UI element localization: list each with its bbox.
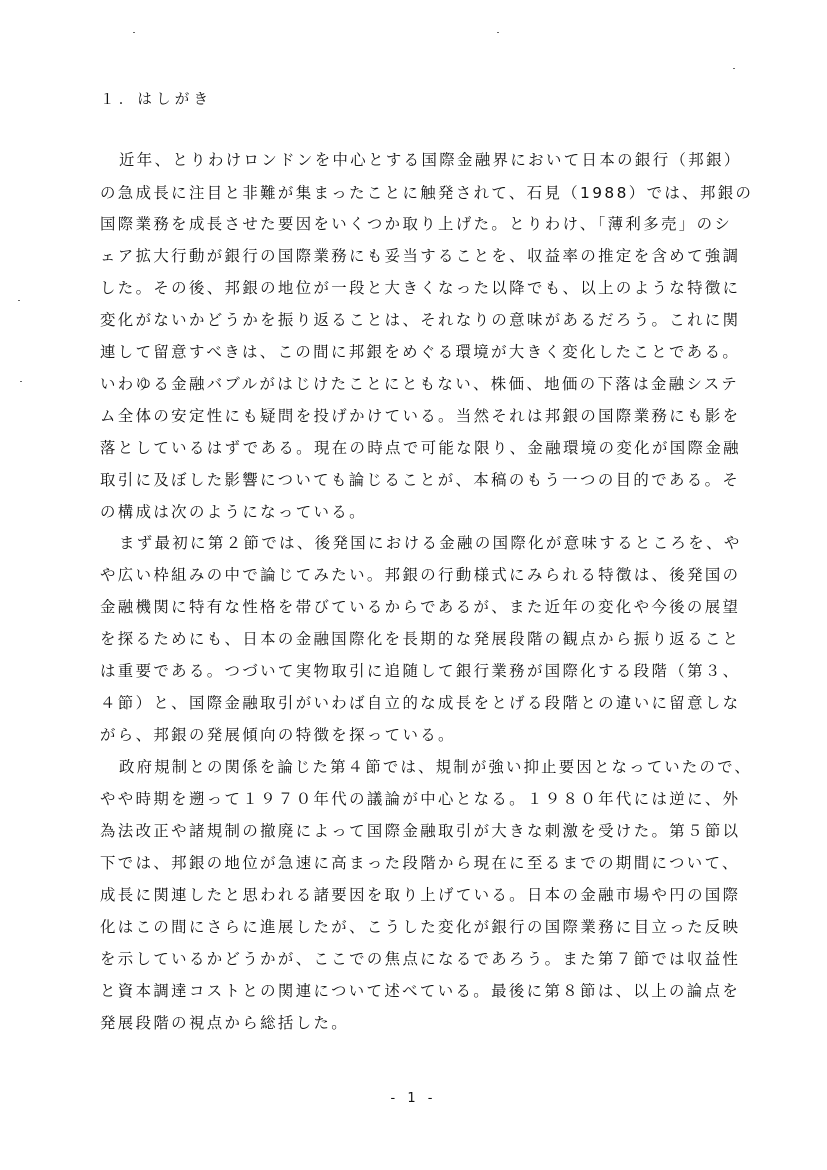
body-line: 金融機関に特有な性格を帯びているからであるが、また近年の変化や今後の展望 (100, 598, 741, 616)
scan-speck (133, 32, 135, 33)
page-number: - 1 - (390, 1091, 437, 1106)
body-line: 変化がないかどうかを振り返ることは、それなりの意味があるだろう。これに関 (100, 311, 741, 329)
scan-speck (18, 300, 20, 301)
body-line: がら、邦銀の発展傾向の特徴を探っている。 (100, 726, 456, 744)
body-line: 成長に関連したと思われる諸要因を取り上げている。日本の金融市場や円の国際 (100, 886, 741, 904)
body-line: ム全体の安定性にも疑問を投げかけている。当然それは邦銀の国際業務にも影を (100, 407, 741, 425)
body-line: した。その後、邦銀の地位が一段と大きくなった以降でも、以上のような特徴に (100, 279, 741, 297)
body-line: 政府規制との関係を論じた第４節では、規制が強い抑止要因となっていたので、 (119, 758, 752, 776)
body-line: 化はこの間にさらに進展したが、こうした変化が銀行の国際業務に目立った反映 (100, 918, 741, 936)
body-line: 発展段階の視点から総括した。 (100, 1014, 350, 1032)
body-line: 連して留意すべきは、この間に邦銀をめぐる環境が大きく変化したことである。 (100, 343, 741, 361)
body-line: と資本調達コストとの関連について述べている。最後に第８節は、以上の論点を (100, 982, 741, 1000)
body-line: 為法改正や諸規制の撤廃によって国際金融取引が大きな刺激を受けた。第５節以 (100, 822, 741, 840)
body-line: の急成長に注目と非難が集まったことに触発されて、石見（1988）では、邦銀の (100, 184, 754, 202)
body-line: 近年、とりわけロンドンを中心とする国際金融界において日本の銀行（邦銀） (119, 151, 742, 169)
body-line: ェア拡大行動が銀行の国際業務にも妥当することを、収益率の推定を含めて強調 (100, 247, 741, 265)
scan-speck (733, 68, 735, 69)
body-line: や広い枠組みの中で論じてみたい。邦銀の行動様式にみられる特徴は、後発国の (100, 566, 741, 584)
body-line: 国際業務を成長させた要因をいくつか取り上げた。とりわけ、「薄利多売」のシ (100, 215, 733, 233)
body-line: 落としているはずである。現在の時点で可能な限り、金融環境の変化が国際金融 (100, 439, 741, 457)
scan-speck (20, 381, 22, 382)
section-heading: １．はしがき (100, 92, 213, 108)
body-line: ４節）と、国際金融取引がいわば自立的な成長をとげる段階との違いに留意しな (100, 694, 741, 712)
body-line: まず最初に第２節では、後発国における金融の国際化が意味するところを、や (119, 534, 742, 552)
body-line: を示しているかどうかが、ここでの焦点になるであろう。また第７節では収益性 (100, 950, 741, 968)
body-line: いわゆる金融バブルがはじけたことにともない、株価、地価の下落は金融システ (100, 375, 740, 393)
body-line: 取引に及ぼした影響についても論じることが、本稿のもう一つの目的である。そ (100, 471, 741, 489)
body-line: の構成は次のようになっている。 (100, 503, 367, 521)
body-line: は重要である。つづいて実物取引に追随して銀行業務が国際化する段階（第３、 (100, 662, 741, 680)
body-line: 下では、邦銀の地位が急速に高まった段階から現在に至るまでの期間について、 (100, 854, 740, 872)
body-line: を探るためにも、日本の金融国際化を長期的な発展段階の観点から振り返ること (100, 630, 741, 648)
scan-speck (497, 32, 499, 33)
body-line: やや時期を遡って１９７０年代の議論が中心となる。１９８０年代には逆に、外 (100, 790, 741, 808)
